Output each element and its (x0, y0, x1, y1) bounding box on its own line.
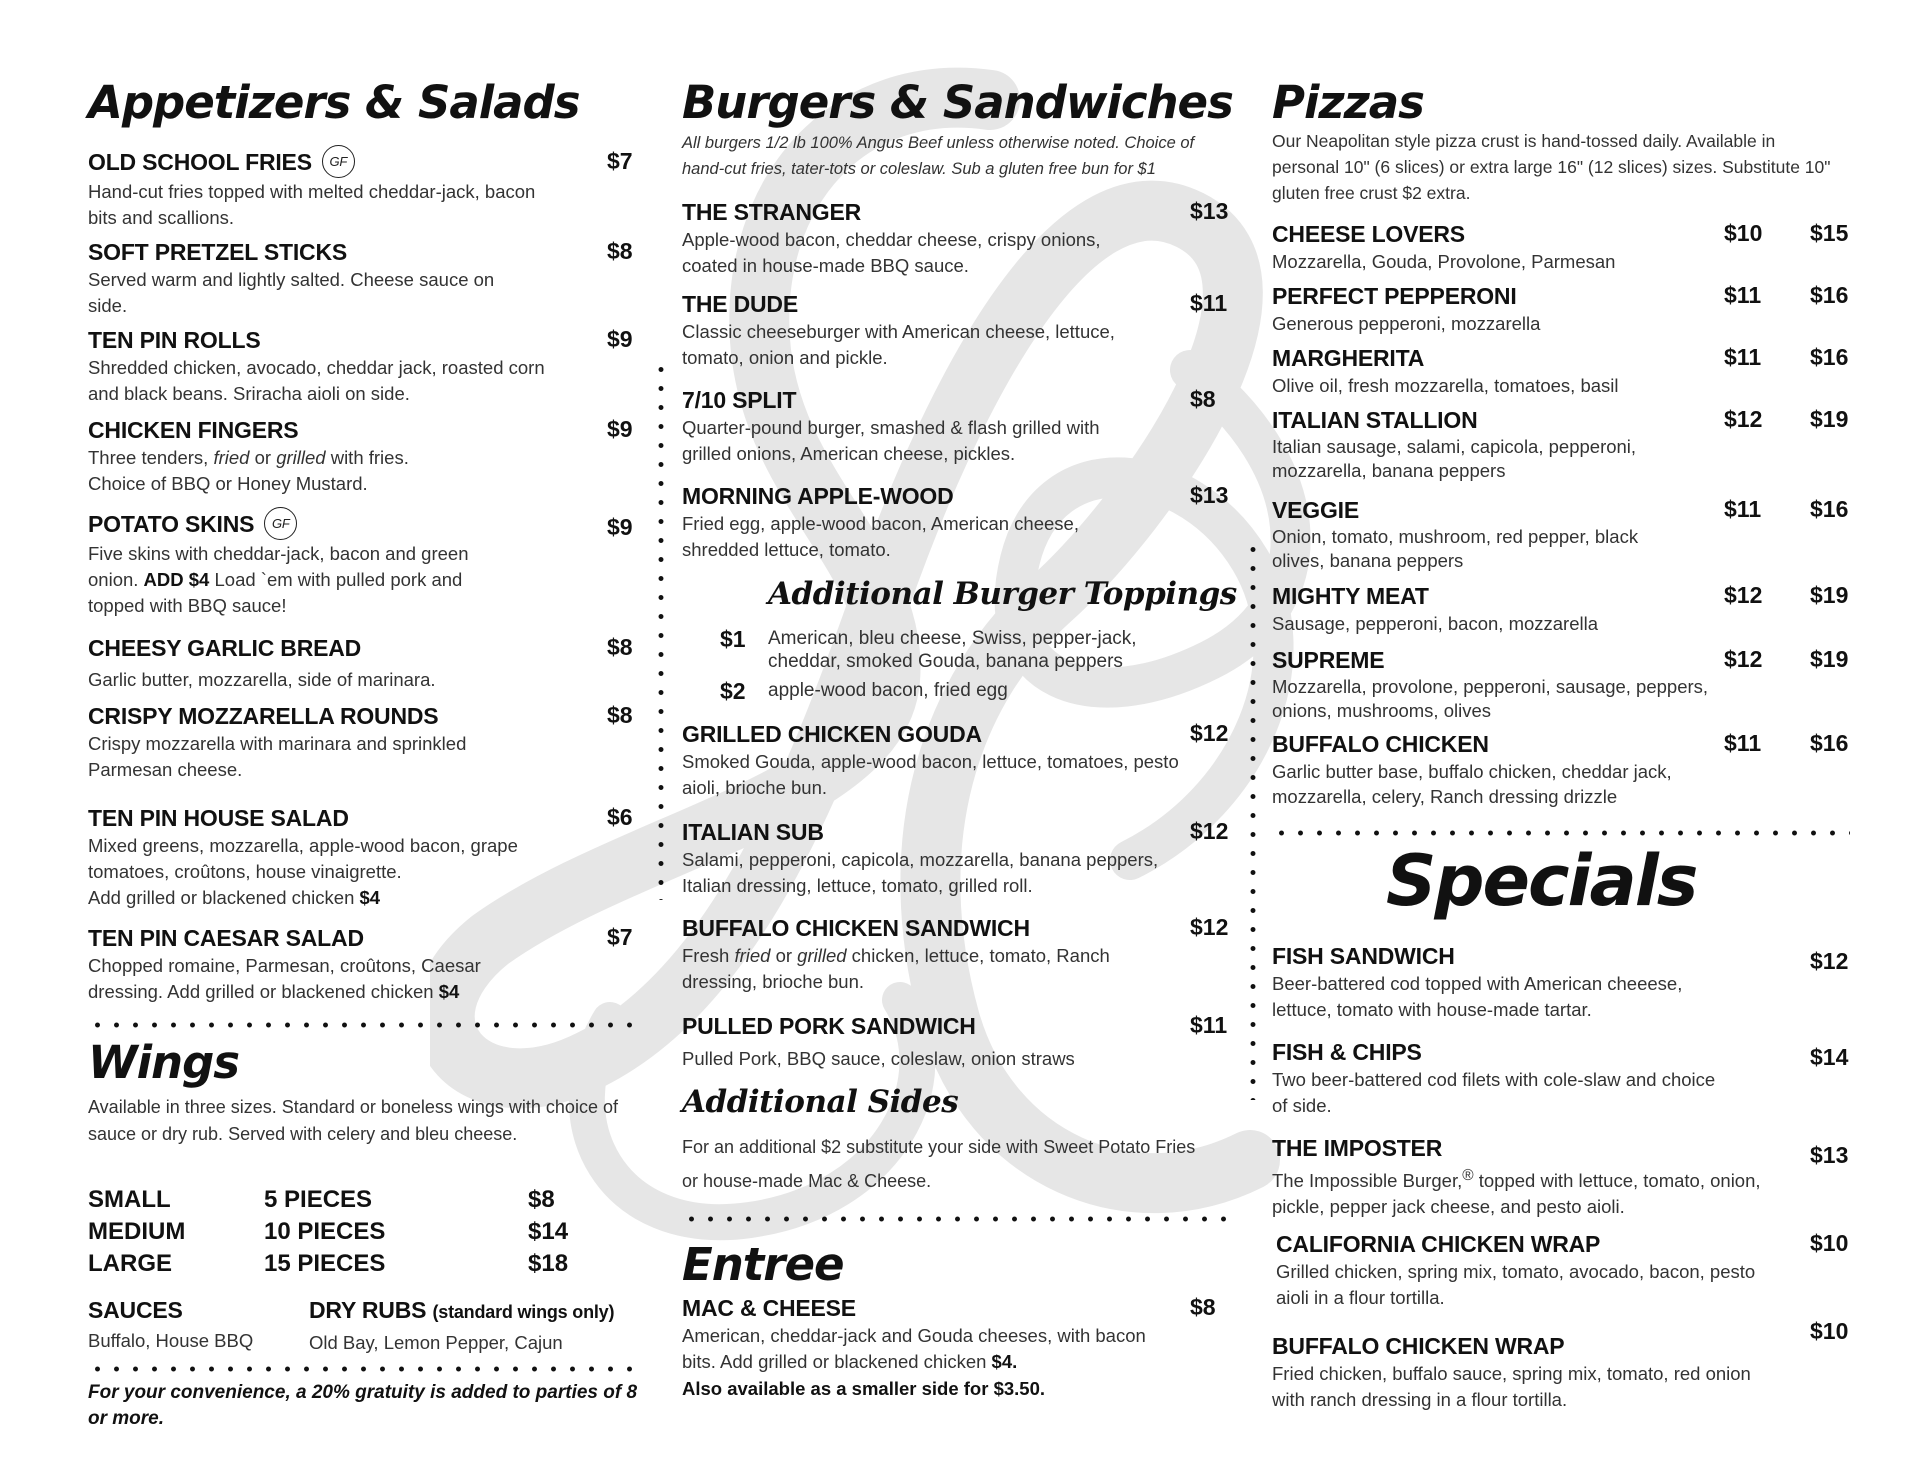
item-description: Beer-battered cod topped with American cheeese, lettuce, tomato with house-made tartar. (1272, 973, 1683, 1020)
item-name: THE IMPOSTER (1272, 1135, 1443, 1161)
item-description: Two beer-battered cod filets with cole-slaw and choice of side. (1272, 1069, 1716, 1116)
column-divider-left (658, 360, 664, 900)
item-price: $13 (1190, 198, 1229, 224)
item-name: MARGHERITA (1272, 345, 1425, 371)
item-price: $8 (607, 702, 633, 728)
dry-rubs-block (309, 1296, 614, 1356)
wings-size-row (88, 1218, 641, 1250)
item-description: Three tenders, fried or grilled with fries. Choice of BBQ or Honey Mustard. (88, 447, 409, 494)
burgers-intro: All burgers 1/2 lb 100% Angus Beef unless otherwise noted. Choice of hand-cut fries, tater-tots or coleslaw. Sub a gluten free bun for $1 (682, 134, 1195, 178)
entree-extra-note: Also available as a smaller side for $3.50. (682, 1378, 1046, 1399)
pizza-price-small: $12 (1724, 406, 1763, 432)
dry-rubs-note: (standard wings only) (432, 1302, 615, 1322)
menu-item (682, 914, 1232, 995)
item-name: ITALIAN SUB (682, 819, 824, 845)
menu-item (682, 290, 1232, 371)
pizza-item (1272, 220, 1850, 275)
pizza-price-large: $16 (1810, 496, 1849, 522)
pizza-price-large: $16 (1810, 344, 1849, 370)
item-description: Onion, tomato, mushroom, red pepper, black olives, banana peppers (1272, 526, 1639, 571)
special-item (1272, 1038, 1850, 1119)
sauces-block (88, 1296, 253, 1354)
gratuity-note: For your convenience, a 20% gratuity is added to parties of 8 or more. (88, 1382, 638, 1429)
item-name: CHEESY GARLIC BREAD (88, 635, 362, 661)
menu-item (88, 702, 641, 783)
gluten-free-icon: GF (322, 145, 355, 178)
item-price: $10 (1810, 1230, 1849, 1256)
wings-title: Wings (88, 1036, 240, 1089)
pizza-price-small: $11 (1724, 496, 1762, 522)
topping-price: $2 (720, 678, 746, 704)
item-price: $8 (607, 238, 633, 264)
item-price: $11 (1190, 290, 1228, 316)
item-description: Mozzarella, provolone, pepperoni, sausage, peppers, onions, mushrooms, olives (1272, 676, 1709, 721)
item-description: Chopped romaine, Parmesan, croûtons, Caesar dressing. Add grilled or blackened chicken $4 (88, 955, 481, 1002)
dry-rubs-label: DRY RUBS (309, 1297, 427, 1323)
topping-description: apple-wood bacon, fried egg (768, 680, 1008, 701)
item-description: Generous pepperoni, mozzarella (1272, 313, 1541, 334)
pizza-item (1272, 730, 1850, 809)
item-name: ITALIAN STALLION (1272, 407, 1478, 433)
item-name: CRISPY MOZZARELLA ROUNDS (88, 703, 439, 729)
item-price: $8 (607, 634, 633, 660)
pizza-item (1272, 646, 1850, 723)
wings-pieces: 5 PIECES (264, 1186, 373, 1213)
item-name: OLD SCHOOL FRIES (88, 149, 312, 175)
item-name: THE STRANGER (682, 199, 862, 225)
pizza-price-small: $11 (1724, 282, 1762, 308)
section-divider (88, 1022, 641, 1028)
item-name: CALIFORNIA CHICKEN WRAP (1276, 1231, 1601, 1257)
menu-item (682, 386, 1232, 467)
menu-item (682, 198, 1232, 279)
wings-price: $18 (528, 1250, 569, 1277)
item-description: Hand-cut fries topped with melted cheddar-jack, bacon bits and scallions. (88, 180, 536, 228)
item-name: THE DUDE (682, 291, 798, 317)
pizza-item (1272, 496, 1850, 573)
pizza-item (1272, 582, 1850, 637)
sauces-label: SAUCES (88, 1297, 183, 1323)
item-name: BUFFALO CHICKEN WRAP (1272, 1333, 1565, 1359)
sides-title: Additional Sides (682, 1084, 959, 1120)
pizza-item (1272, 344, 1850, 399)
menu-item (88, 238, 641, 319)
pizza-item (1272, 282, 1850, 337)
item-description: Italian sausage, salami, capicola, pepperoni, mozzarella, banana peppers (1272, 436, 1637, 481)
item-description: Garlic butter base, buffalo chicken, cheddar jack, mozzarella, celery, Ranch dressing drizzle (1272, 761, 1672, 807)
item-price: $7 (607, 924, 633, 950)
item-price: $7 (607, 148, 633, 174)
toppings-title: Additional Burger Toppings (768, 576, 1237, 612)
wings-size: SMALL (88, 1186, 171, 1213)
special-item (1272, 1134, 1850, 1220)
item-name: VEGGIE (1272, 497, 1359, 523)
item-price: $11 (1190, 1012, 1228, 1038)
item-name: MAC & CHEESE (682, 1295, 856, 1321)
item-description: Smoked Gouda, apple-wood bacon, lettuce, tomatoes, pesto aioli, brioche bun. (682, 751, 1179, 798)
item-name: TEN PIN CAESAR SALAD (88, 925, 364, 951)
pizza-price-large: $16 (1810, 282, 1849, 308)
item-name: PULLED PORK SANDWICH (682, 1013, 976, 1039)
item-description: Shredded chicken, avocado, cheddar jack, roasted corn and black beans. Sriracha aioli on side. (88, 357, 545, 404)
gluten-free-icon: GF (264, 507, 297, 540)
wings-size-row (88, 1250, 641, 1282)
item-description: Five skins with cheddar-jack, bacon and green onion. ADD $4 Load `em with pulled pork and topped with BBQ sauce! (88, 542, 469, 616)
section-divider (1272, 830, 1850, 836)
specials-title: Specials (1386, 840, 1697, 922)
menu-item (88, 804, 641, 911)
item-price: $12 (1810, 948, 1849, 974)
item-price: $14 (1810, 1044, 1849, 1070)
section-divider (682, 1216, 1232, 1222)
pizza-price-small: $11 (1724, 730, 1762, 756)
item-price: $8 (1190, 1294, 1216, 1320)
item-name: POTATO SKINS (88, 511, 255, 537)
item-description: Mozzarella, Gouda, Provolone, Parmesan (1272, 251, 1616, 272)
item-name: FISH & CHIPS (1272, 1039, 1422, 1065)
dry-rubs-list: Old Bay, Lemon Pepper, Cajun (309, 1332, 563, 1353)
item-price: $12 (1190, 818, 1229, 844)
item-description: Quarter-pound burger, smashed & flash grilled with grilled onions, American cheese, pickles. (682, 417, 1100, 464)
pizza-price-small: $12 (1724, 582, 1763, 608)
special-item (1276, 1230, 1850, 1311)
item-name: CHEESE LOVERS (1272, 221, 1465, 247)
item-name: BUFFALO CHICKEN SANDWICH (682, 915, 1030, 941)
pizza-price-small: $10 (1724, 220, 1763, 246)
pizza-item (1272, 406, 1850, 483)
menu-item (88, 924, 641, 1005)
sauces-list: Buffalo, House BBQ (88, 1330, 254, 1351)
topping-description: American, bleu cheese, Swiss, pepper-jack, cheddar, smoked Gouda, banana peppers (768, 628, 1137, 672)
appetizers-title: Appetizers & Salads (88, 76, 580, 129)
item-description: Fried chicken, buffalo sauce, spring mix, tomato, red onion with ranch dressing in a flour tortilla. (1272, 1363, 1751, 1410)
wings-intro: Available in three sizes. Standard or boneless wings with choice of sauce or dry rub. Served with celery and bleu cheese. (88, 1097, 618, 1144)
item-name: MIGHTY MEAT (1272, 583, 1429, 609)
item-name: TEN PIN ROLLS (88, 327, 261, 353)
item-description: American, cheddar-jack and Gouda cheeses, with bacon bits. Add grilled or blackened chicken $4. (682, 1325, 1146, 1372)
item-price: $10 (1810, 1318, 1849, 1344)
wings-price: $14 (528, 1218, 569, 1245)
menu-item (682, 818, 1232, 899)
pizzas-intro: Our Neapolitan style pizza crust is hand-tossed daily. Available in personal 10" (6 slices) or extra large 16" (12 slices) sizes. Substitute 10" gluten free crust $2 extra. (1272, 131, 1831, 203)
item-name: MORNING APPLE-WOOD (682, 483, 954, 509)
pizza-price-large: $19 (1810, 582, 1849, 608)
item-price: $13 (1810, 1142, 1849, 1168)
menu-item (682, 720, 1232, 801)
item-description: Sausage, pepperoni, bacon, mozzarella (1272, 613, 1599, 634)
item-description: Pulled Pork, BBQ sauce, coleslaw, onion straws (682, 1048, 1075, 1069)
pizza-price-large: $16 (1810, 730, 1849, 756)
item-description: Mixed greens, mozzarella, apple-wood bacon, grape tomatoes, croûtons, house vinaigrette. Add grilled or blackened chicken $4 (88, 835, 518, 908)
item-price: $8 (1190, 386, 1216, 412)
wings-price: $8 (528, 1186, 555, 1213)
item-price: $13 (1190, 482, 1229, 508)
sides-text: For an additional $2 substitute your side with Sweet Potato Fries or house-made Mac & Cheese. (682, 1137, 1196, 1191)
pizza-price-small: $11 (1724, 344, 1762, 370)
item-description: Classic cheeseburger with American cheese, lettuce, tomato, onion and pickle. (682, 321, 1115, 368)
section-divider (88, 1366, 641, 1372)
topping-row (720, 678, 1220, 708)
item-name: SUPREME (1272, 647, 1385, 673)
item-name: BUFFALO CHICKEN (1272, 731, 1489, 757)
item-price: $9 (607, 326, 633, 352)
pizza-price-small: $12 (1724, 646, 1763, 672)
menu-item (88, 416, 641, 497)
wings-size: LARGE (88, 1250, 172, 1277)
wings-size: MEDIUM (88, 1218, 186, 1245)
item-price: $12 (1190, 914, 1229, 940)
topping-row (720, 626, 1220, 674)
wings-pieces: 10 PIECES (264, 1218, 386, 1245)
entree-title: Entree (682, 1238, 844, 1291)
pizza-price-large: $19 (1810, 406, 1849, 432)
item-description: Grilled chicken, spring mix, tomato, avocado, bacon, pesto aioli in a flour tortilla. (1276, 1261, 1756, 1308)
wings-size-row (88, 1186, 641, 1218)
item-description: The Impossible Burger,® topped with lettuce, tomato, onion, pickle, pepper jack cheese, and pesto aioli. (1272, 1167, 1761, 1218)
item-price: $6 (607, 804, 633, 830)
burgers-title: Burgers & Sandwiches (682, 76, 1233, 129)
menu-item (88, 326, 641, 407)
item-name: PERFECT PEPPERONI (1272, 283, 1517, 309)
item-name: TEN PIN HOUSE SALAD (88, 805, 349, 831)
special-item (1272, 942, 1850, 1023)
menu-item (682, 1012, 1232, 1072)
item-price: $12 (1190, 720, 1229, 746)
menu-item (88, 634, 641, 693)
item-description: Served warm and lightly salted. Cheese sauce on side. (88, 269, 495, 316)
menu-item (88, 148, 641, 231)
menu-item (682, 482, 1232, 563)
menu-item (88, 510, 641, 619)
item-description: Olive oil, fresh mozzarella, tomatoes, basil (1272, 375, 1619, 396)
item-price: $9 (607, 514, 633, 540)
item-description: Fried egg, apple-wood bacon, American cheese, shredded lettuce, tomato. (682, 513, 1079, 560)
pizza-price-large: $19 (1810, 646, 1849, 672)
pizzas-title: Pizzas (1272, 76, 1424, 129)
item-name: 7/10 SPLIT (682, 387, 797, 413)
item-name: FISH SANDWICH (1272, 943, 1455, 969)
item-description: Apple-wood bacon, cheddar cheese, crispy onions, coated in house-made BBQ sauce. (682, 229, 1101, 276)
item-name: SOFT PRETZEL STICKS (88, 239, 348, 265)
item-name: CHICKEN FINGERS (88, 417, 299, 443)
wings-pieces: 15 PIECES (264, 1250, 386, 1277)
topping-price: $1 (720, 626, 746, 652)
item-description: Salami, pepperoni, capicola, mozzarella, banana peppers, Italian dressing, lettuce, tomato, grilled roll. (682, 849, 1159, 896)
menu-item (682, 1294, 1232, 1403)
item-name: GRILLED CHICKEN GOUDA (682, 721, 982, 747)
pizza-price-large: $15 (1810, 220, 1849, 246)
item-description: Crispy mozzarella with marinara and sprinkled Parmesan cheese. (88, 733, 467, 780)
item-description: Garlic butter, mozzarella, side of marinara. (88, 669, 436, 690)
item-description: Fresh fried or grilled chicken, lettuce, tomato, Ranch dressing, brioche bun. (682, 945, 1110, 992)
item-price: $9 (607, 416, 633, 442)
special-item (1272, 1318, 1850, 1413)
column-divider-right (1250, 540, 1256, 1100)
